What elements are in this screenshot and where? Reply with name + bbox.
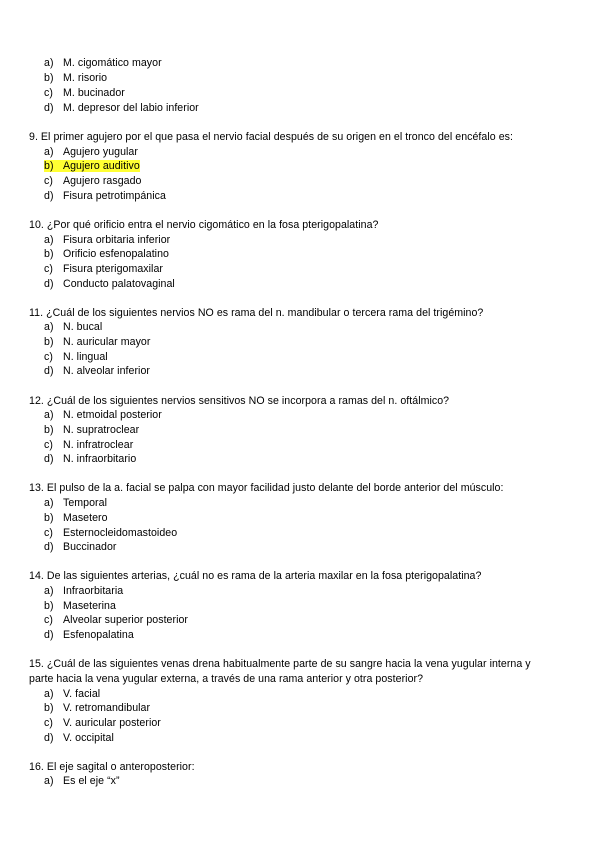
option-letter: a) bbox=[44, 688, 54, 700]
option-text: Maseterina bbox=[63, 600, 116, 612]
option-letter: d) bbox=[44, 365, 54, 377]
option-text: Conducto palatovaginal bbox=[63, 278, 175, 290]
question-15-line-1: 15. ¿Cuál de las siguientes venas drena habitualmente parte de su sangre hacia la vena yugular interna y bbox=[29, 658, 531, 670]
list-item bbox=[44, 277, 175, 291]
option-text: Es el eje “x” bbox=[63, 775, 120, 787]
list-item bbox=[44, 189, 166, 203]
list-item bbox=[44, 701, 150, 715]
option-letter: c) bbox=[44, 87, 53, 99]
option-text: V. facial bbox=[63, 688, 101, 700]
option-text: Alveolar superior posterior bbox=[63, 614, 188, 626]
list-item bbox=[44, 716, 161, 730]
list-item bbox=[44, 731, 114, 745]
option-letter: c) bbox=[44, 439, 53, 451]
list-item bbox=[44, 774, 120, 788]
option-letter: c) bbox=[44, 527, 53, 539]
option-text: Infraorbitaria bbox=[63, 585, 124, 597]
list-item bbox=[44, 262, 163, 276]
option-text: N. infraorbitario bbox=[63, 453, 137, 465]
option-letter: d) bbox=[44, 102, 54, 114]
option-letter: a) bbox=[44, 321, 54, 333]
option-letter: b) bbox=[44, 424, 54, 436]
list-item bbox=[44, 71, 107, 85]
list-item bbox=[44, 86, 125, 100]
option-text: N. etmoidal posterior bbox=[63, 409, 162, 421]
list-item bbox=[44, 613, 188, 627]
option-letter: a) bbox=[44, 585, 54, 597]
list-item bbox=[44, 335, 150, 349]
option-text: Esternocleidomastoideo bbox=[63, 527, 178, 539]
list-item bbox=[44, 408, 162, 422]
option-letter: c) bbox=[44, 351, 53, 363]
option-letter: d) bbox=[44, 629, 54, 641]
option-text: M. risorio bbox=[63, 72, 108, 84]
option-letter: b) bbox=[44, 72, 54, 84]
option-text: N. supratroclear bbox=[63, 424, 140, 436]
option-letter: c) bbox=[44, 175, 53, 187]
option-text: V. retromandibular bbox=[63, 702, 151, 714]
list-item bbox=[44, 247, 169, 261]
option-text: Agujero yugular bbox=[63, 146, 138, 158]
question-14: 14. De las siguientes arterias, ¿cuál no es rama de la arteria maxilar en la fosa pterigopalatina? bbox=[29, 570, 482, 582]
option-letter: d) bbox=[44, 541, 54, 553]
list-item bbox=[44, 233, 170, 247]
option-letter: d) bbox=[44, 732, 54, 744]
question-15-line-2: parte hacia la vena yugular externa, a través de una rama anterior y otra posterior? bbox=[29, 673, 424, 685]
list-item bbox=[44, 423, 139, 437]
option-text: N. auricular mayor bbox=[63, 336, 151, 348]
list-item bbox=[44, 599, 116, 613]
question-12: 12. ¿Cuál de los siguientes nervios sensitivos NO se incorpora a ramas del n. oftálmico? bbox=[29, 395, 450, 407]
option-text: Agujero rasgado bbox=[63, 175, 142, 187]
option-text: Fisura orbitaria inferior bbox=[63, 234, 171, 246]
list-item bbox=[44, 584, 123, 598]
option-letter: c) bbox=[44, 263, 53, 275]
option-letter: a) bbox=[44, 409, 54, 421]
option-text: Temporal bbox=[63, 497, 107, 509]
list-item bbox=[44, 526, 177, 540]
option-letter: a) bbox=[44, 775, 54, 787]
list-item bbox=[44, 540, 117, 554]
option-text: V. occipital bbox=[63, 732, 114, 744]
option-letter: d) bbox=[44, 190, 54, 202]
option-letter: c) bbox=[44, 614, 53, 626]
option-text: Orificio esfenopalatino bbox=[63, 248, 169, 260]
option-text: N. infratroclear bbox=[63, 439, 134, 451]
option-letter: b) bbox=[44, 160, 54, 172]
list-item bbox=[44, 438, 133, 452]
question-13: 13. El pulso de la a. facial se palpa con mayor facilidad justo delante del borde anterior del músculo: bbox=[29, 482, 504, 494]
question-11: 11. ¿Cuál de los siguientes nervios NO es rama del n. mandibular o tercera rama del trigémino? bbox=[29, 307, 484, 319]
highlight-mark bbox=[44, 160, 140, 172]
list-item bbox=[44, 350, 108, 364]
option-letter: a) bbox=[44, 57, 54, 69]
question-10: 10. ¿Por qué orificio entra el nervio cigomático en la fosa pterigopalatina? bbox=[29, 219, 379, 231]
list-item bbox=[44, 101, 199, 115]
option-text: V. auricular posterior bbox=[63, 717, 161, 729]
question-9: 9. El primer agujero por el que pasa el nervio facial después de su origen en el tronco del encéfalo es: bbox=[29, 131, 513, 143]
option-text: Masetero bbox=[63, 512, 108, 524]
option-letter: d) bbox=[44, 278, 54, 290]
option-text: Esfenopalatina bbox=[63, 629, 134, 641]
option-letter: b) bbox=[44, 248, 54, 260]
option-text: M. depresor del labio inferior bbox=[63, 102, 199, 114]
option-text: Fisura pterigomaxilar bbox=[63, 263, 163, 275]
option-letter: b) bbox=[44, 702, 54, 714]
option-letter: a) bbox=[44, 146, 54, 158]
list-item bbox=[44, 687, 100, 701]
list-item bbox=[44, 511, 108, 525]
list-item bbox=[44, 452, 136, 466]
option-letter: a) bbox=[44, 234, 54, 246]
list-item bbox=[44, 56, 162, 70]
list-item bbox=[44, 628, 134, 642]
option-text: N. lingual bbox=[63, 351, 108, 363]
option-letter: b) bbox=[44, 336, 54, 348]
option-text: Buccinador bbox=[63, 541, 117, 553]
list-item bbox=[44, 364, 150, 378]
option-letter: c) bbox=[44, 717, 53, 729]
option-text: N. bucal bbox=[63, 321, 103, 333]
question-16: 16. El eje sagital o anteroposterior: bbox=[29, 761, 195, 773]
option-letter: b) bbox=[44, 512, 54, 524]
list-item bbox=[44, 320, 102, 334]
option-letter: b) bbox=[44, 600, 54, 612]
option-text: Agujero auditivo bbox=[63, 160, 140, 172]
option-text: Fisura petrotimpánica bbox=[63, 190, 166, 202]
list-item bbox=[44, 496, 107, 510]
list-item bbox=[44, 174, 142, 188]
option-letter: a) bbox=[44, 497, 54, 509]
option-letter: d) bbox=[44, 453, 54, 465]
option-text: M. bucinador bbox=[63, 87, 125, 99]
option-text: N. alveolar inferior bbox=[63, 365, 150, 377]
list-item-highlighted bbox=[44, 159, 140, 173]
option-text: M. cigomático mayor bbox=[63, 57, 162, 69]
list-item bbox=[44, 145, 138, 159]
